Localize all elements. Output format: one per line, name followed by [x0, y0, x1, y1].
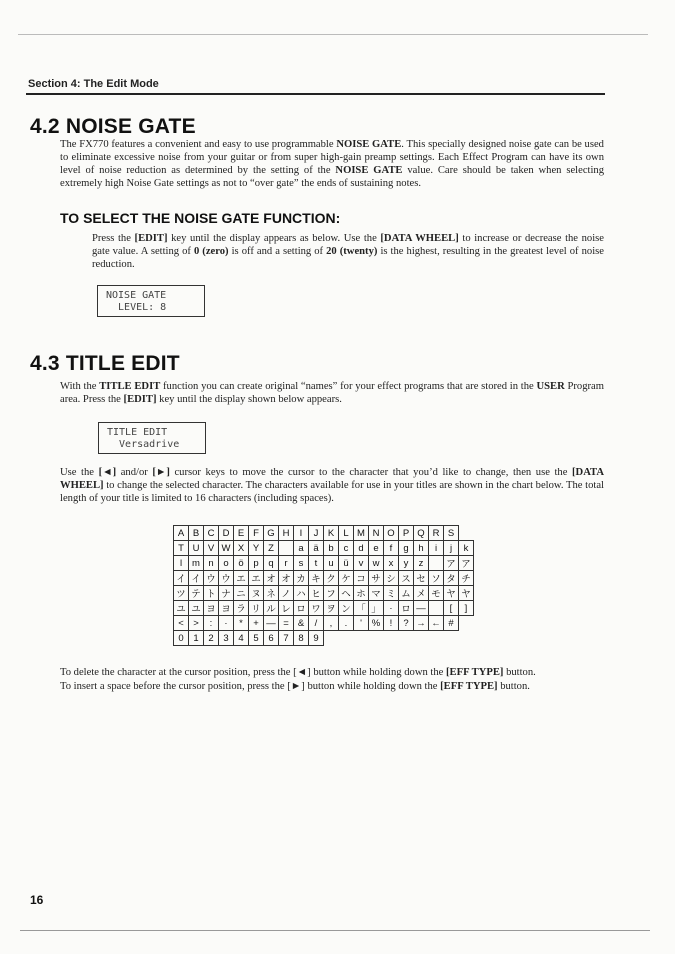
chart-cell: i — [429, 541, 444, 556]
text-segment: to change the selected character. The characters available for use in your titles are shown in the chart below. The total length of your title is limited to 16 characters (including spaces). — [60, 480, 604, 504]
chart-cell: h — [414, 541, 429, 556]
text-segment: [◄] — [293, 667, 311, 678]
text-segment: value. Care should be taken when selecting extremely high Noise Gate settings as not to “over gate” the ends of sustaining notes. — [60, 165, 605, 189]
chart-cell: U — [189, 541, 204, 556]
chart-row — [174, 556, 474, 571]
chart-cell: * — [234, 616, 249, 631]
chart-cell: ノ — [279, 586, 294, 601]
text-segment: 0 (zero) — [193, 246, 229, 257]
chart-cell — [429, 556, 444, 571]
chart-cell: ミ — [384, 586, 399, 601]
text-segment: 20 (twenty) — [326, 246, 378, 257]
chart-row — [174, 631, 474, 646]
chart-cell: ö — [234, 556, 249, 571]
chart-cell: J — [309, 526, 324, 541]
chart-row — [174, 616, 474, 631]
chart-cell: 7 — [279, 631, 294, 646]
chart-cell: G — [264, 526, 279, 541]
chart-cell: g — [399, 541, 414, 556]
chart-cell: m — [189, 556, 204, 571]
chart-cell: ラ — [234, 601, 249, 616]
chart-cell: K — [324, 526, 339, 541]
chart-cell: p — [249, 556, 264, 571]
text-segment: TITLE EDIT — [99, 381, 161, 392]
chart-cell: ル — [264, 601, 279, 616]
chart-cell: 2 — [204, 631, 219, 646]
chart-cell: ワ — [309, 601, 324, 616]
chart-cell: セ — [414, 571, 429, 586]
chart-cell: · — [384, 601, 399, 616]
noise-gate-display-line1: NOISE GATE — [106, 290, 167, 301]
chart-cell: W — [219, 541, 234, 556]
chart-cell: u — [324, 556, 339, 571]
chart-cell: — — [264, 616, 279, 631]
chart-cell: ケ — [339, 571, 354, 586]
chart-cell: O — [384, 526, 399, 541]
chart-cell: ヤ — [459, 586, 474, 601]
chart-cell: 6 — [264, 631, 279, 646]
section-label: Section 4: The Edit Mode — [28, 78, 159, 90]
text-segment: key until the display appears as below. Use the — [167, 233, 381, 244]
chart-cell: v — [354, 556, 369, 571]
text-segment: Program area. Press the — [60, 381, 604, 405]
chart-cell: オ — [264, 571, 279, 586]
chart-cell: ナ — [219, 586, 234, 601]
chart-cell: Y — [249, 541, 264, 556]
chart-cell: E — [234, 526, 249, 541]
chart-cell: F — [249, 526, 264, 541]
chart-cell: リ — [249, 601, 264, 616]
chart-cell: 0 — [174, 631, 189, 646]
chart-row — [174, 526, 474, 541]
chart-cell: ソ — [429, 571, 444, 586]
chart-cell: ヘ — [339, 586, 354, 601]
text-segment: [EFF TYPE] — [440, 681, 498, 692]
chart-cell — [429, 601, 444, 616]
chart-cell: ヒ — [309, 586, 324, 601]
text-segment: key until the display shown below appears. — [156, 394, 342, 405]
chart-cell: C — [204, 526, 219, 541]
chart-cell: → — [414, 616, 429, 631]
chart-cell: ヨ — [204, 601, 219, 616]
header-rule — [26, 93, 605, 95]
text-segment: cursor keys to move the cursor to the character that you’d like to change, then use the — [169, 467, 573, 478]
chart-cell: ! — [384, 616, 399, 631]
chart-cell: D — [219, 526, 234, 541]
chart-cell: z — [414, 556, 429, 571]
chart-cell: ハ — [294, 586, 309, 601]
chart-cell: B — [189, 526, 204, 541]
character-chart — [173, 525, 474, 646]
chart-cell: q — [264, 556, 279, 571]
chart-cell: s — [294, 556, 309, 571]
chart-cell: チ — [459, 571, 474, 586]
chart-cell — [279, 541, 294, 556]
chart-cell: [ — [444, 601, 459, 616]
chart-cell: n — [204, 556, 219, 571]
chart-cell: ネ — [264, 586, 279, 601]
chart-cell: レ — [279, 601, 294, 616]
chart-cell: 1 — [189, 631, 204, 646]
chart-cell: 」 — [369, 601, 384, 616]
chart-cell: b — [324, 541, 339, 556]
chart-cell: . — [339, 616, 354, 631]
chart-cell: オ — [279, 571, 294, 586]
select-noise-gate-subheading: TO SELECT THE NOISE GATE FUNCTION: — [60, 210, 341, 226]
chart-cell: Z — [264, 541, 279, 556]
text-segment: and/or — [116, 467, 153, 478]
chart-cell: k — [459, 541, 474, 556]
chart-cell: ア — [444, 556, 459, 571]
text-segment: button. — [503, 667, 536, 678]
text-segment: [DATA WHEEL] — [60, 467, 604, 491]
chart-cell: ヨ — [219, 601, 234, 616]
footer-rule — [20, 930, 650, 931]
chart-cell: S — [444, 526, 459, 541]
chart-cell: 「 — [354, 601, 369, 616]
chart-cell: メ — [414, 586, 429, 601]
chart-cell: ユ — [189, 601, 204, 616]
chart-cell: R — [429, 526, 444, 541]
page-number: 16 — [30, 893, 44, 907]
chart-cell: ン — [339, 601, 354, 616]
cursor-instructions — [60, 466, 604, 505]
chart-cell: — — [414, 601, 429, 616]
chart-cell: A — [174, 526, 189, 541]
text-segment: button. — [497, 681, 530, 692]
chart-cell: ホ — [354, 586, 369, 601]
chart-cell: ← — [429, 616, 444, 631]
noise-gate-display — [97, 285, 205, 317]
chart-cell: ヲ — [324, 601, 339, 616]
text-segment: button while holding down the — [310, 667, 447, 678]
delete-note — [60, 666, 620, 679]
chart-cell: ヤ — [444, 586, 459, 601]
noise-gate-heading: 4.2 NOISE GATE — [30, 115, 196, 138]
chart-cell: < — [174, 616, 189, 631]
chart-cell: T — [174, 541, 189, 556]
chart-cell: マ — [369, 586, 384, 601]
chart-cell: ? — [399, 616, 414, 631]
chart-cell: フ — [324, 586, 339, 601]
chart-cell: 4 — [234, 631, 249, 646]
chart-cell: P — [399, 526, 414, 541]
chart-cell: , — [324, 616, 339, 631]
text-segment: . This specially designed noise gate can be used to eliminate excessive noise from your guitar or from super high-gain preamp settings. Each Effect Program can have its own level of noise reduction as determined by the setting of the — [60, 139, 604, 176]
chart-row — [174, 586, 474, 601]
chart-cell: ロ — [294, 601, 309, 616]
chart-cell: N — [369, 526, 384, 541]
chart-cell: = — [279, 616, 294, 631]
text-segment: [EFF TYPE] — [446, 667, 504, 678]
text-segment: [►] — [287, 681, 305, 692]
title-edit-display-line1: TITLE EDIT — [107, 427, 168, 438]
text-segment: button while holding down the — [304, 681, 441, 692]
chart-cell: ト — [204, 586, 219, 601]
chart-cell: V — [204, 541, 219, 556]
text-segment: to increase or decrease the noise gate value. A setting of — [92, 233, 604, 257]
title-edit-heading: 4.3 TITLE EDIT — [30, 352, 180, 375]
text-segment: [EDIT] — [123, 394, 157, 405]
chart-cell: · — [219, 616, 234, 631]
text-segment: [DATA WHEEL] — [380, 233, 459, 244]
chart-cell: ス — [399, 571, 414, 586]
chart-cell: 3 — [219, 631, 234, 646]
chart-cell: ユ — [174, 601, 189, 616]
chart-cell: ク — [324, 571, 339, 586]
text-segment: is the highest, resulting in the greatest level of noise reduction. — [92, 246, 604, 270]
text-segment: [►] — [152, 467, 170, 478]
chart-cell: l — [174, 556, 189, 571]
chart-cell: テ — [189, 586, 204, 601]
chart-cell: > — [189, 616, 204, 631]
chart-cell: H — [279, 526, 294, 541]
chart-cell: サ — [369, 571, 384, 586]
chart-cell: 5 — [249, 631, 264, 646]
text-segment: Press the — [92, 233, 135, 244]
noise-gate-instructions — [92, 232, 604, 271]
chart-cell: ニ — [234, 586, 249, 601]
chart-cell: ウ — [219, 571, 234, 586]
chart-cell: キ — [309, 571, 324, 586]
chart-cell: 8 — [294, 631, 309, 646]
text-segment: [◄] — [98, 467, 117, 478]
chart-cell: ä — [309, 541, 324, 556]
insert-note — [60, 680, 620, 693]
chart-cell: モ — [429, 586, 444, 601]
chart-cell: : — [204, 616, 219, 631]
chart-cell: r — [279, 556, 294, 571]
text-segment: Use the — [60, 467, 99, 478]
text-segment: To delete the character at the cursor position, press the — [60, 667, 294, 678]
text-segment: function you can create original “names” for your effect programs that are stored in the — [160, 381, 537, 392]
text-segment: USER — [536, 381, 565, 392]
text-segment: NOISE GATE — [335, 165, 403, 176]
chart-cell: I — [294, 526, 309, 541]
chart-cell: j — [444, 541, 459, 556]
title-edit-display-line2: Versadrive — [107, 439, 180, 450]
noise-gate-display-line2: LEVEL: 8 — [106, 302, 167, 313]
chart-cell: Q — [414, 526, 429, 541]
chart-cell: ' — [354, 616, 369, 631]
chart-cell: コ — [354, 571, 369, 586]
chart-cell: M — [354, 526, 369, 541]
text-segment: [EDIT] — [134, 233, 168, 244]
chart-cell: ウ — [204, 571, 219, 586]
chart-cell: t — [309, 556, 324, 571]
chart-cell: 9 — [309, 631, 324, 646]
chart-cell: + — [249, 616, 264, 631]
noise-gate-intro — [60, 138, 604, 190]
chart-cell: d — [354, 541, 369, 556]
chart-cell: f — [384, 541, 399, 556]
chart-cell: y — [399, 556, 414, 571]
top-rule — [18, 34, 648, 35]
chart-cell: % — [369, 616, 384, 631]
chart-cell: ヌ — [249, 586, 264, 601]
chart-cell: ツ — [174, 586, 189, 601]
chart-cell: ム — [399, 586, 414, 601]
text-segment: With the — [60, 381, 100, 392]
chart-cell: w — [369, 556, 384, 571]
chart-cell: イ — [174, 571, 189, 586]
chart-cell: ロ — [399, 601, 414, 616]
chart-cell: e — [369, 541, 384, 556]
chart-cell: L — [339, 526, 354, 541]
chart-cell: ] — [459, 601, 474, 616]
chart-cell: エ — [234, 571, 249, 586]
text-segment: The FX770 features a convenient and easy to use programmable — [60, 139, 337, 150]
chart-cell: ア — [459, 556, 474, 571]
chart-cell: タ — [444, 571, 459, 586]
chart-cell: & — [294, 616, 309, 631]
chart-row — [174, 571, 474, 586]
chart-cell: ü — [339, 556, 354, 571]
title-edit-intro — [60, 380, 604, 406]
chart-cell: # — [444, 616, 459, 631]
title-edit-display — [98, 422, 206, 454]
chart-cell: シ — [384, 571, 399, 586]
text-segment: To insert a space before the cursor position, press the — [60, 681, 288, 692]
chart-cell: X — [234, 541, 249, 556]
text-segment: NOISE GATE — [336, 139, 402, 150]
chart-row — [174, 541, 474, 556]
chart-cell: イ — [189, 571, 204, 586]
chart-row — [174, 601, 474, 616]
chart-cell: a — [294, 541, 309, 556]
chart-cell: カ — [294, 571, 309, 586]
chart-cell: エ — [249, 571, 264, 586]
chart-cell: o — [219, 556, 234, 571]
chart-cell: / — [309, 616, 324, 631]
text-segment: is off and a setting of — [228, 246, 327, 257]
chart-cell: x — [384, 556, 399, 571]
chart-cell: c — [339, 541, 354, 556]
